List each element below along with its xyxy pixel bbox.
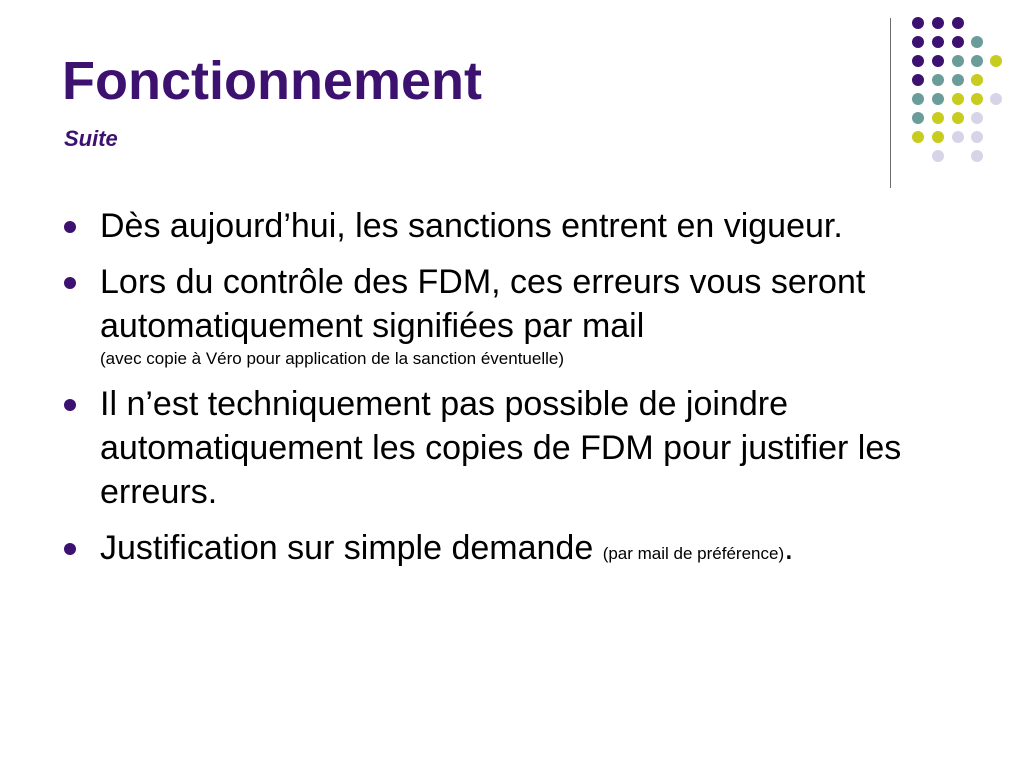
dot [912,112,924,124]
dot [971,93,983,105]
bullet-dot-icon [64,543,76,555]
dot [990,93,1002,105]
dot [971,150,983,162]
dot [971,55,983,67]
dot [912,131,924,143]
bullet-dot-icon [64,221,76,233]
bullet-text: Justification sur simple demande [100,529,594,567]
bullet-text: Dès aujourd’hui, les sanctions entrent en vigueur. [100,207,843,245]
bullet-text: Il n’est techniquement pas possible de joindre automatiquement les copies de FDM pour justifier les erreurs. [100,385,902,511]
dot [932,74,944,86]
slide-subtitle: Suite [64,126,118,151]
bullet-item [62,526,982,576]
dot [952,36,964,48]
bullet-text: Lors du contrôle des FDM, ces erreurs vous seront automatiquement signifiées par mail [100,263,866,345]
dot [932,55,944,67]
dot [932,17,944,29]
dot [952,131,964,143]
dot [912,17,924,29]
dot [932,131,944,143]
dot [990,55,1002,67]
dot [932,36,944,48]
bullet-dot-icon [64,399,76,411]
bullet-item [62,382,982,514]
dot [952,74,964,86]
bullet-item [62,204,982,248]
dot [912,93,924,105]
dot [952,55,964,67]
bullet-list [62,204,982,588]
decorative-dot-grid [0,0,1024,200]
bullet-inline-note: (par mail de préférence) [602,544,785,563]
dot [971,74,983,86]
dot [912,55,924,67]
slide-title: Fonctionnement [62,51,482,111]
dot [912,36,924,48]
bullet-dot-icon [64,277,76,289]
dot [971,36,983,48]
dot [971,131,983,143]
dot [952,112,964,124]
bullet-note: (avec copie à Véro pour application de la sanction éventuelle) [100,349,565,368]
bullet-item [62,260,982,370]
dot [932,93,944,105]
dot [952,17,964,29]
dot [932,150,944,162]
dot [912,74,924,86]
bullet-suffix: . [784,529,794,567]
dot [932,112,944,124]
dot [952,93,964,105]
dot [971,112,983,124]
